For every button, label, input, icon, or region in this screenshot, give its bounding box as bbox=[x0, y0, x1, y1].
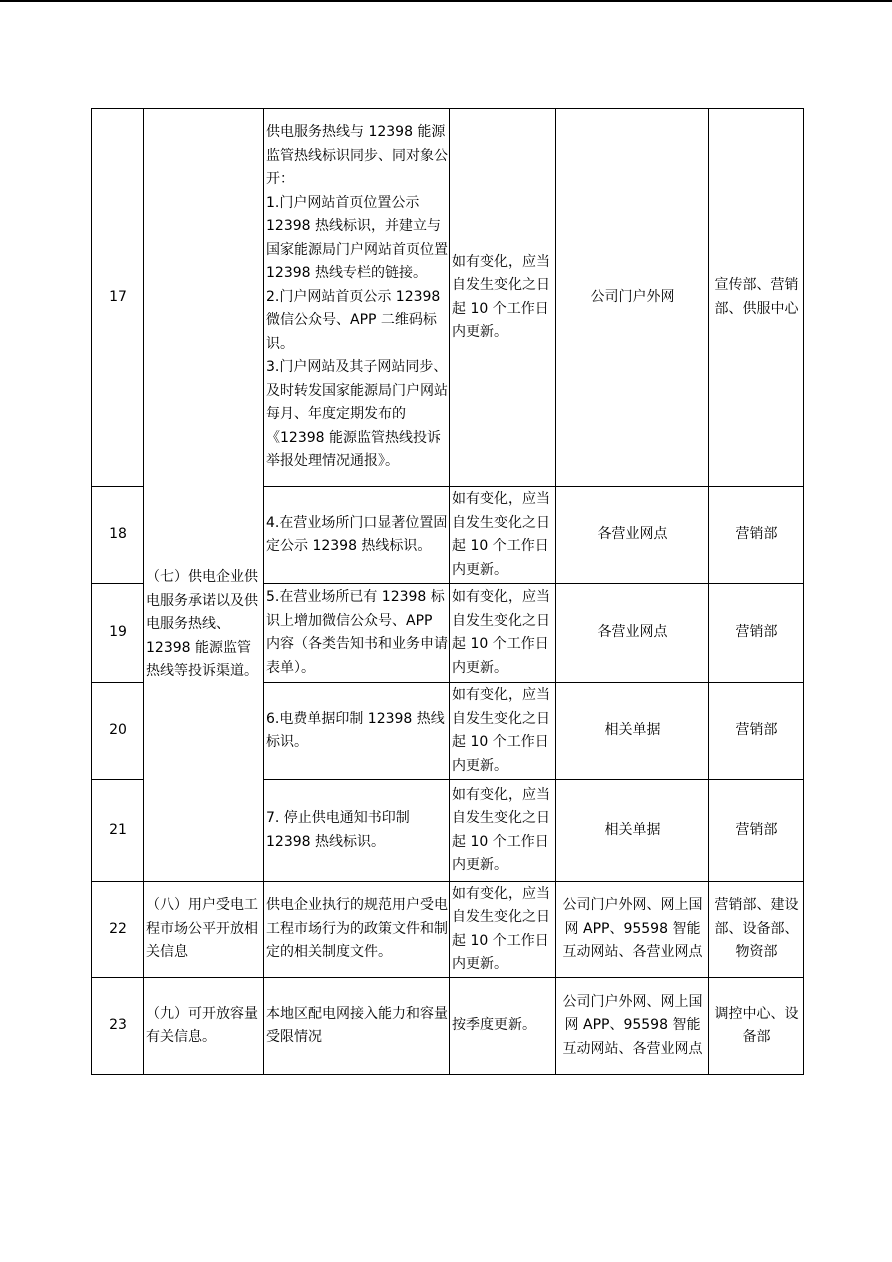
content-line: 3.门户网站及其子网站同步、及时转发国家能源局门户网站每月、年度定期发布的《12398 能源监管热线投诉举报处理情况通报》。 bbox=[266, 359, 448, 470]
channel-cell: 各营业网点 bbox=[556, 487, 709, 584]
department-cell: 调控中心、设备部 bbox=[709, 978, 804, 1075]
row-number: 20 bbox=[92, 683, 144, 780]
channel-cell: 公司门户外网、网上国网 APP、95598 智能互动网站、各营业网点 bbox=[556, 882, 709, 978]
category-cell bbox=[144, 109, 264, 882]
category-cell: （九）可开放容量有关信息。 bbox=[144, 978, 264, 1075]
department-cell: 宣传部、营销部、供服中心 bbox=[709, 109, 804, 487]
update-time-cell: 按季度更新。 bbox=[450, 978, 556, 1075]
table-row bbox=[92, 109, 804, 487]
content-cell: 5.在营业场所已有 12398 标识上增加微信公众号、APP 内容（各类告知书和业务申请表单）。 bbox=[264, 584, 450, 683]
update-time-cell: 如有变化，应当自发生变化之日起 10 个工作日内更新。 bbox=[450, 109, 556, 487]
row-number: 17 bbox=[92, 109, 144, 487]
channel-cell: 公司门户外网 bbox=[556, 109, 709, 487]
content-cell: 6.电费单据印制 12398 热线标识。 bbox=[264, 683, 450, 780]
content-line: 1.门户网站首页位置公示 12398 热线标识，并建立与国家能源局门户网站首页位置 12398 热线专栏的链接。 bbox=[266, 194, 448, 282]
content-cell: 7. 停止供电通知书印制 12398 热线标识。 bbox=[264, 780, 450, 882]
update-time-cell: 如有变化，应当自发生变化之日起 10 个工作日内更新。 bbox=[450, 487, 556, 584]
channel-cell: 各营业网点 bbox=[556, 584, 709, 683]
content-cell bbox=[264, 109, 450, 487]
row-number: 19 bbox=[92, 584, 144, 683]
content-cell: 4.在营业场所门口显著位置固定公示 12398 热线标识。 bbox=[264, 487, 450, 584]
row-number: 23 bbox=[92, 978, 144, 1075]
content-line: 2.门户网站首页公示 12398 微信公众号、APP 二维码标识。 bbox=[266, 288, 441, 352]
table-row bbox=[92, 882, 804, 978]
content-cell: 供电企业执行的规范用户受电工程市场行为的政策文件和制定的相关制度文件。 bbox=[264, 882, 450, 978]
channel-cell: 公司门户外网、网上国网 APP、95598 智能互动网站、各营业网点 bbox=[556, 978, 709, 1075]
update-time-cell: 如有变化，应当自发生变化之日起 10 个工作日内更新。 bbox=[450, 780, 556, 882]
update-time-cell: 如有变化，应当自发生变化之日起 10 个工作日内更新。 bbox=[450, 584, 556, 683]
department-cell: 营销部 bbox=[709, 683, 804, 780]
content-cell: 本地区配电网接入能力和容量受限情况 bbox=[264, 978, 450, 1075]
table-row bbox=[92, 978, 804, 1075]
department-cell: 营销部 bbox=[709, 584, 804, 683]
row-number: 22 bbox=[92, 882, 144, 978]
channel-cell: 相关单据 bbox=[556, 780, 709, 882]
content-line: 供电服务热线与 12398 能源监管热线标识同步、同对象公开： bbox=[266, 124, 448, 188]
department-cell: 营销部、建设部、设备部、物资部 bbox=[709, 882, 804, 978]
row-number: 21 bbox=[92, 780, 144, 882]
department-cell: 营销部 bbox=[709, 487, 804, 584]
category-text: （七）供电企业供电服务承诺以及供电服务热线、12398 能源监管热线等投诉渠道。 bbox=[146, 569, 258, 680]
category-cell: （八）用户受电工程市场公平开放相关信息 bbox=[144, 882, 264, 978]
row-number: 18 bbox=[92, 487, 144, 584]
channel-cell: 相关单据 bbox=[556, 683, 709, 780]
update-time-cell: 如有变化，应当自发生变化之日起 10 个工作日内更新。 bbox=[450, 683, 556, 780]
disclosure-table bbox=[91, 108, 804, 1075]
page-top-border bbox=[0, 0, 892, 2]
update-time-cell: 如有变化，应当自发生变化之日起 10 个工作日内更新。 bbox=[450, 882, 556, 978]
department-cell: 营销部 bbox=[709, 780, 804, 882]
